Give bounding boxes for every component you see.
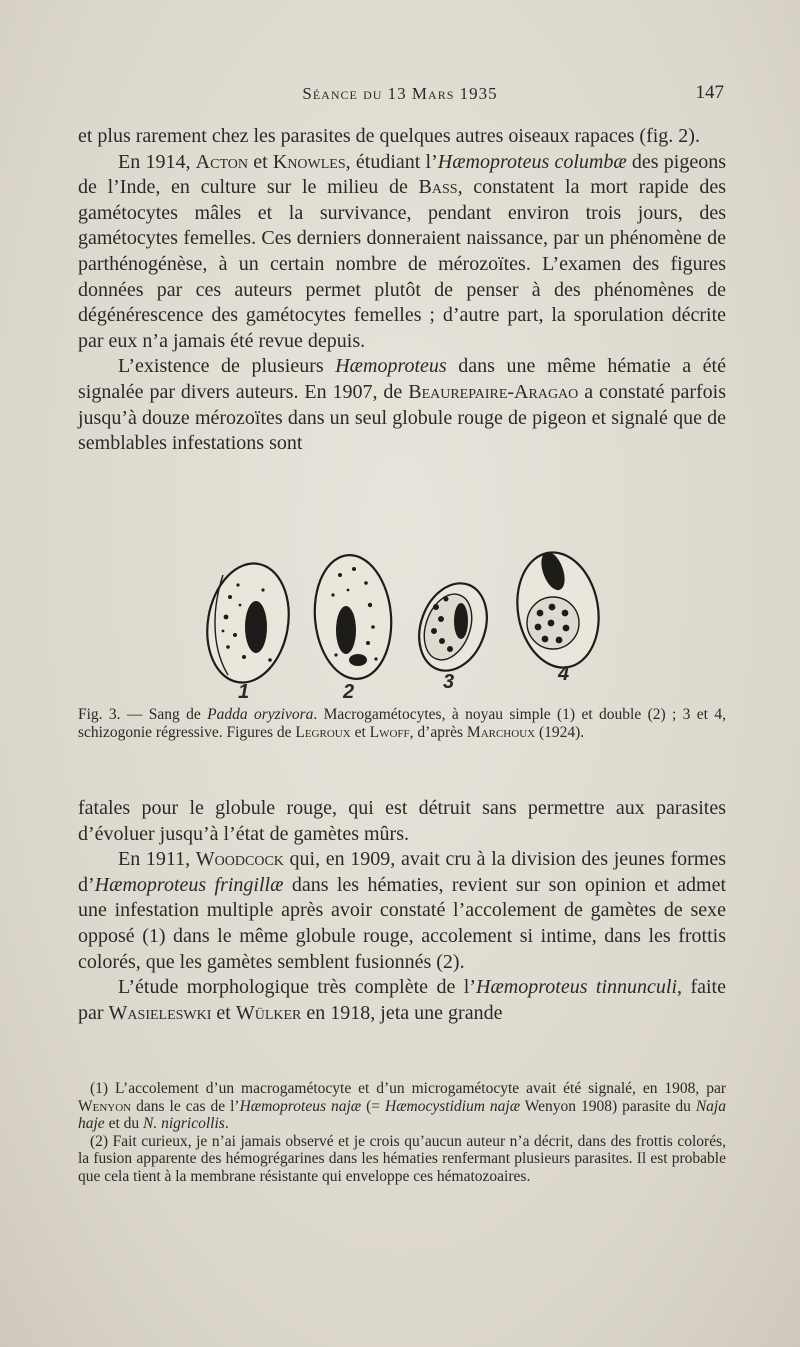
text-run: en 1918, jeta une grande <box>301 1001 503 1024</box>
text-run: . Macrogamétocytes, à noyau simple (1) et double (2) ; 3 et 4, schizogonie régressive. Figures de <box>78 706 726 741</box>
text-run: (= <box>361 1097 386 1115</box>
paragraph-2 <box>78 150 726 355</box>
text-run: , constatent la mort rapide des gamétocytes mâles et la survivance, pendant environ trois jours, des gamétocytes femelles. Ces derniers donneraient naissance, par un phénomène de parthénogénèse, à un certain nombre de mérozoïtes. L’examen des figures données par ces auteurs permet plutôt de penser à des phénomènes de dégénérescence des gamétocytes femelles ; d’autre part, la sporulation décrite par eux n’a jamais été revue depuis. <box>78 176 726 352</box>
species-name: N. nigricollis <box>143 1115 225 1133</box>
paragraph-1: et plus rarement chez les parasites de quelques autres oiseaux rapaces (fig. 2). <box>78 125 700 147</box>
figure-caption <box>78 706 726 742</box>
cell-2-drawing <box>310 552 397 682</box>
paragraph-4: fatales pour le globule rouge, qui est détruit sans permettre aux parasites d’évoluer jusqu’à l’état de gamètes mûrs. <box>78 797 726 845</box>
text-run: et du <box>104 1115 143 1133</box>
author-name: Wenyon <box>78 1097 132 1115</box>
figure-label-4: 4 <box>558 663 570 685</box>
species-name: Hæmocystidium najæ <box>385 1097 521 1115</box>
cell-3-drawing <box>408 574 499 680</box>
cell-4-drawing <box>509 546 608 674</box>
text-run: L’existence de plusieurs <box>118 355 336 378</box>
text-run: des pigeons de l’Inde, en culture sur le milieu de <box>78 150 727 199</box>
text-run: qui, en 1909, avait cru à la division des jeunes formes d’ <box>78 848 726 896</box>
body-text-bottom <box>78 796 726 1026</box>
author-name: Legroux <box>295 724 351 741</box>
author-name: Wülker <box>235 1001 302 1024</box>
author-name: Lwoff <box>369 724 410 741</box>
paragraph-3 <box>78 354 726 456</box>
footnotes <box>78 1080 726 1186</box>
author-name: Marchoux <box>466 724 536 741</box>
text-run: dans les hématies, revient sur son opinion et admet une infestation multiple après avoir constaté l’accolement de gamètes de sexe opposé (1) dans le même globule rouge, accolement si intime, dans les frottis colorés, que les gamètes semblent fusionnés (2). <box>78 873 726 973</box>
species-name: Naja haje <box>78 1097 726 1133</box>
text-run: , étudiant l’ <box>345 150 438 173</box>
text-run: En 1914, <box>118 150 196 173</box>
paragraph-6 <box>78 975 726 1026</box>
figure-label-1: 1 <box>238 681 250 703</box>
running-title: Séance du 13 Mars 1935 <box>302 84 498 103</box>
figure-illustration <box>78 535 726 710</box>
text-run: , faite par <box>78 976 726 1024</box>
text-run: a constaté parfois jusqu’à douze mérozoïtes dans un seul globule rouge de pigeon et signalé que de semblables infestations sont <box>78 380 726 455</box>
text-run: En 1911, <box>118 848 196 871</box>
text-run: dans le cas de l’ <box>131 1097 240 1115</box>
cell-1-drawing <box>198 557 298 689</box>
running-head <box>80 82 724 110</box>
figure-label-2: 2 <box>343 681 355 703</box>
species-name: Padda oryzivora <box>207 706 314 723</box>
text-run: , d’après <box>409 724 467 741</box>
text-run: et <box>211 1001 236 1024</box>
text-run: et <box>350 724 370 741</box>
text-run: (1) L’accolement d’un macrogamétocyte et d’un microgamétocyte avait été signalé, en 1908, par <box>90 1080 726 1097</box>
page-number: 147 <box>695 82 724 103</box>
species-name: Hæmoproteus columbæ <box>437 150 627 173</box>
body-text-top <box>78 124 726 457</box>
author-name: Knowles <box>272 150 346 173</box>
footnote-2: (2) Fait curieux, je n’ai jamais observé et je crois qu’aucun auteur n’a décrit, dans des frottis colorés, la fusion apparente des hémogrégarines dans les hématies renfermant plusieurs parasites. Il est probable que cela tient à la membrane résistante qui enveloppe ces hématozoaires. <box>78 1132 726 1185</box>
species-name: Hæmoproteus tinnunculi <box>476 976 678 999</box>
text-run: Wenyon 1908) parasite du <box>520 1097 696 1115</box>
species-name: Hæmoproteus najæ <box>239 1097 362 1115</box>
text-run: (1924). <box>535 724 585 741</box>
author-name: Acton <box>195 150 248 173</box>
figure-3 <box>78 535 726 710</box>
author-name: Woodcock <box>195 848 284 871</box>
text-run: dans une même hématie a été signalée par divers auteurs. En 1907, de <box>78 355 726 403</box>
paragraph-5 <box>78 847 726 975</box>
author-name: Wasieleswki <box>108 1001 212 1024</box>
species-name: Hæmoproteus <box>335 355 447 378</box>
text-run: et <box>247 150 273 173</box>
author-name: Beaurepaire-Aragao <box>408 380 579 403</box>
text-run: . <box>224 1115 229 1133</box>
footnote-1 <box>78 1080 726 1133</box>
species-name: Hæmoproteus fringillæ <box>94 873 284 896</box>
author-name: Bass <box>418 176 458 199</box>
text-run: Fig. 3. — Sang de <box>78 706 208 723</box>
text-run: L’étude morphologique très complète de l’ <box>118 976 476 999</box>
figure-label-3: 3 <box>443 671 455 693</box>
